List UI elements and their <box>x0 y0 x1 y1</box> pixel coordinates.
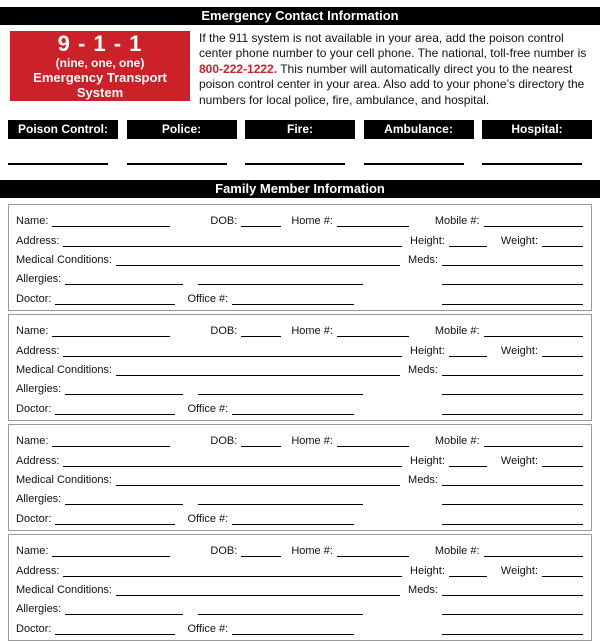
allergies-continued-blank-line <box>198 614 363 615</box>
instructions-text-after: This number will automatically direct you to the nearest poison control center in your area. Also add to your phone’s directory the numbers for local police, fire, ambulance, and hospital. <box>199 61 585 107</box>
home-phone-label: Home #: <box>291 435 333 448</box>
medical-conditions-blank-line <box>116 375 400 376</box>
meds-continued-blank-line <box>442 284 583 285</box>
family-member-card <box>8 424 592 531</box>
address-blank-line <box>63 466 402 467</box>
member-row-identity <box>16 211 583 228</box>
member-row-address <box>16 341 583 358</box>
poison-control-blank-line <box>8 163 108 165</box>
doctor-blank-line <box>55 524 175 525</box>
meds-continued-blank-line <box>442 394 583 395</box>
doctor-label: Doctor: <box>16 292 52 305</box>
allergies-continued-blank-line <box>198 504 363 505</box>
emergency-number-words: (nine, one, one) <box>55 56 145 70</box>
office-phone-label: Office #: <box>187 622 229 635</box>
member-row-allergies <box>16 599 583 616</box>
allergies-blank-line <box>65 394 183 395</box>
name-blank-line <box>52 226 170 227</box>
poison-control-instructions <box>199 31 595 108</box>
allergies-label: Allergies: <box>16 383 62 396</box>
doctor-label: Doctor: <box>16 512 52 525</box>
allergies-label: Allergies: <box>16 273 62 286</box>
allergies-blank-line <box>65 614 183 615</box>
address-label: Address: <box>16 234 60 247</box>
meds-label: Meds: <box>408 364 438 377</box>
height-blank-line <box>449 576 487 577</box>
meds-continued-blank-line-2 <box>442 524 583 525</box>
home-phone-blank-line <box>337 556 409 557</box>
office-phone-blank-line <box>232 304 354 305</box>
height-blank-line <box>449 356 487 357</box>
family-section-title: Family Member Information <box>215 181 385 197</box>
home-phone-blank-line <box>337 446 409 447</box>
911-callout-box <box>10 31 190 101</box>
weight-blank-line <box>542 576 583 577</box>
dob-label: DOB: <box>210 215 238 228</box>
weight-label: Weight: <box>500 344 538 357</box>
dob-blank-line <box>241 226 281 227</box>
doctor-blank-line <box>55 304 175 305</box>
dob-label: DOB: <box>210 545 238 558</box>
member-row-medical <box>16 470 583 487</box>
member-row-allergies <box>16 379 583 396</box>
weight-blank-line <box>542 356 583 357</box>
weight-label: Weight: <box>500 564 538 577</box>
contact-column-hospital <box>482 120 592 165</box>
mobile-phone-label: Mobile #: <box>434 435 480 448</box>
member-row-doctor <box>16 289 583 306</box>
meds-blank-line <box>442 595 583 596</box>
height-blank-line <box>449 246 487 247</box>
mobile-phone-blank-line <box>484 556 583 557</box>
section-header-family-member <box>0 180 600 198</box>
doctor-blank-line <box>55 414 175 415</box>
fire-blank-line <box>245 163 345 165</box>
medical-conditions-blank-line <box>116 595 400 596</box>
meds-continued-blank-line <box>442 614 583 615</box>
emergency-contact-form-page <box>0 7 600 635</box>
family-member-list <box>8 204 592 641</box>
member-row-allergies <box>16 269 583 286</box>
dob-blank-line <box>241 336 281 337</box>
police-blank-line <box>127 163 227 165</box>
meds-continued-blank-line-2 <box>442 304 583 305</box>
meds-blank-line <box>442 265 583 266</box>
height-label: Height: <box>410 454 445 467</box>
mobile-phone-label: Mobile #: <box>434 545 480 558</box>
height-label: Height: <box>410 344 445 357</box>
home-phone-blank-line <box>337 226 409 227</box>
mobile-phone-blank-line <box>484 336 583 337</box>
mobile-phone-label: Mobile #: <box>434 325 480 338</box>
name-blank-line <box>52 556 170 557</box>
emergency-section-title: Emergency Contact Information <box>201 8 399 23</box>
address-label: Address: <box>16 454 60 467</box>
fire-label: Fire: <box>245 120 355 139</box>
hospital-blank-line <box>482 163 582 165</box>
emergency-transport-caption: Emergency Transport System <box>33 70 167 100</box>
police-label: Police: <box>127 120 237 139</box>
mobile-phone-label: Mobile #: <box>434 215 480 228</box>
family-member-card <box>8 534 592 641</box>
member-row-identity <box>16 541 583 558</box>
weight-blank-line <box>542 246 583 247</box>
member-row-address <box>16 561 583 578</box>
doctor-label: Doctor: <box>16 622 52 635</box>
ambulance-label: Ambulance: <box>364 120 474 139</box>
intro-row <box>10 31 595 108</box>
weight-label: Weight: <box>500 454 538 467</box>
member-row-identity <box>16 321 583 338</box>
meds-continued-blank-line-2 <box>442 634 583 635</box>
name-label: Name: <box>16 325 49 338</box>
name-label: Name: <box>16 545 49 558</box>
address-label: Address: <box>16 564 60 577</box>
dob-blank-line <box>241 556 281 557</box>
office-phone-label: Office #: <box>187 512 229 525</box>
height-blank-line <box>449 466 487 467</box>
contact-column-poison-control <box>8 120 118 165</box>
name-blank-line <box>52 446 170 447</box>
allergies-blank-line <box>65 284 183 285</box>
allergies-blank-line <box>65 504 183 505</box>
meds-continued-blank-line <box>442 504 583 505</box>
member-row-medical <box>16 250 583 267</box>
doctor-blank-line <box>55 634 175 635</box>
instructions-text-before: If the 911 system is not available in your area, add the poison control center phone number to your cell phone. The national, toll-free number is <box>199 31 587 61</box>
member-row-medical <box>16 360 583 377</box>
office-phone-label: Office #: <box>187 402 229 415</box>
family-member-card <box>8 314 592 421</box>
medical-conditions-label: Medical Conditions: <box>16 584 112 597</box>
medical-conditions-label: Medical Conditions: <box>16 254 112 267</box>
name-label: Name: <box>16 435 49 448</box>
meds-label: Meds: <box>408 474 438 487</box>
name-label: Name: <box>16 215 49 228</box>
weight-blank-line <box>542 466 583 467</box>
allergies-continued-blank-line <box>198 394 363 395</box>
allergies-label: Allergies: <box>16 603 62 616</box>
family-member-card <box>8 204 592 311</box>
member-row-doctor <box>16 509 583 526</box>
office-phone-blank-line <box>232 634 354 635</box>
member-row-doctor <box>16 619 583 636</box>
contact-column-fire <box>245 120 355 165</box>
office-phone-blank-line <box>232 524 354 525</box>
home-phone-label: Home #: <box>291 325 333 338</box>
meds-blank-line <box>442 485 583 486</box>
meds-label: Meds: <box>408 254 438 267</box>
medical-conditions-label: Medical Conditions: <box>16 474 112 487</box>
member-row-doctor <box>16 399 583 416</box>
weight-label: Weight: <box>500 234 538 247</box>
poison-control-label: Poison Control: <box>8 120 118 139</box>
contact-column-ambulance <box>364 120 474 165</box>
home-phone-label: Home #: <box>291 545 333 558</box>
section-header-emergency-contact <box>0 7 600 25</box>
medical-conditions-label: Medical Conditions: <box>16 364 112 377</box>
member-row-address <box>16 451 583 468</box>
medical-conditions-blank-line <box>116 265 400 266</box>
member-row-medical <box>16 580 583 597</box>
height-label: Height: <box>410 234 445 247</box>
mobile-phone-blank-line <box>484 446 583 447</box>
address-blank-line <box>63 246 402 247</box>
mobile-phone-blank-line <box>484 226 583 227</box>
doctor-label: Doctor: <box>16 402 52 415</box>
address-blank-line <box>63 356 402 357</box>
allergies-continued-blank-line <box>198 284 363 285</box>
dob-blank-line <box>241 446 281 447</box>
poison-control-phone-number: 800-222-1222. <box>199 61 278 76</box>
name-blank-line <box>52 336 170 337</box>
member-row-identity <box>16 431 583 448</box>
home-phone-blank-line <box>337 336 409 337</box>
medical-conditions-blank-line <box>116 485 400 486</box>
member-row-address <box>16 231 583 248</box>
meds-label: Meds: <box>408 584 438 597</box>
office-phone-blank-line <box>232 414 354 415</box>
emergency-contacts-row <box>8 120 592 165</box>
hospital-label: Hospital: <box>482 120 592 139</box>
emergency-number: 9 - 1 - 1 <box>57 31 143 56</box>
office-phone-label: Office #: <box>187 292 229 305</box>
dob-label: DOB: <box>210 435 238 448</box>
height-label: Height: <box>410 564 445 577</box>
address-blank-line <box>63 576 402 577</box>
contact-column-police <box>127 120 237 165</box>
address-label: Address: <box>16 344 60 357</box>
member-row-allergies <box>16 489 583 506</box>
meds-blank-line <box>442 375 583 376</box>
ambulance-blank-line <box>364 163 464 165</box>
home-phone-label: Home #: <box>291 215 333 228</box>
allergies-label: Allergies: <box>16 493 62 506</box>
meds-continued-blank-line-2 <box>442 414 583 415</box>
dob-label: DOB: <box>210 325 238 338</box>
